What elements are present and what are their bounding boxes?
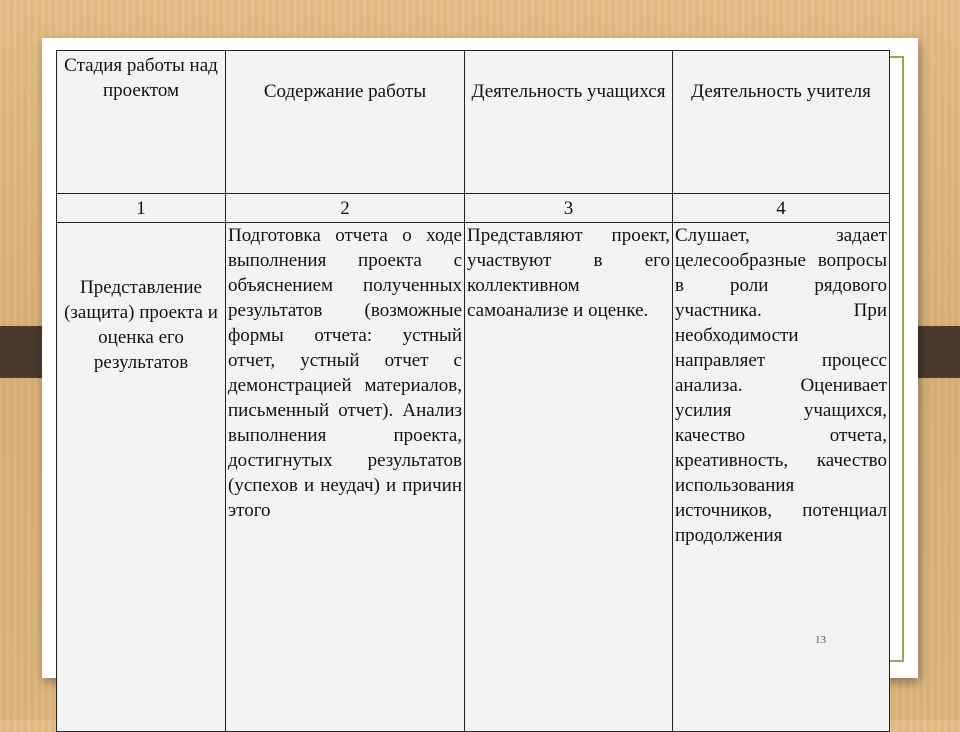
column-number-3: 3 <box>465 194 673 223</box>
header-teacher: Деятельность учителя <box>673 51 890 194</box>
column-number-2: 2 <box>226 194 465 223</box>
cell-teacher: Слушает, задает целесообразные вопросы в роли рядового участника. При необходимости направляет процесс анализа. Оценивает усилия учащихся, качество отчета, креативность, качество использования источников, потенциал продолжения <box>673 223 890 732</box>
table-number-row <box>57 194 890 223</box>
table-row <box>57 223 890 732</box>
header-stage: Стадия работы над проектом <box>57 51 226 194</box>
table-header-row <box>57 51 890 194</box>
column-number-4: 4 <box>673 194 890 223</box>
header-students: Деятельность учащихся <box>465 51 673 194</box>
column-number-1: 1 <box>57 194 226 223</box>
project-stages-table <box>56 50 890 732</box>
cell-content: Подготовка отчета о ходе выполнения проекта с объяснением полученных результатов (возможные формы отчета: устный отчет, устный отчет с демонстрацией материалов, письменный отчет). Анализ выполнения проекта, достигнутых результатов (успехов и неудач) и причин этого <box>226 223 465 732</box>
cell-students: Представляют проект, участвуют в его коллективном самоанализе и оценке. <box>465 223 673 732</box>
page-number: 13 <box>815 634 826 646</box>
header-content: Содержание работы <box>226 51 465 194</box>
cell-stage: Представление (защита) проекта и оценка его результатов <box>57 223 226 732</box>
